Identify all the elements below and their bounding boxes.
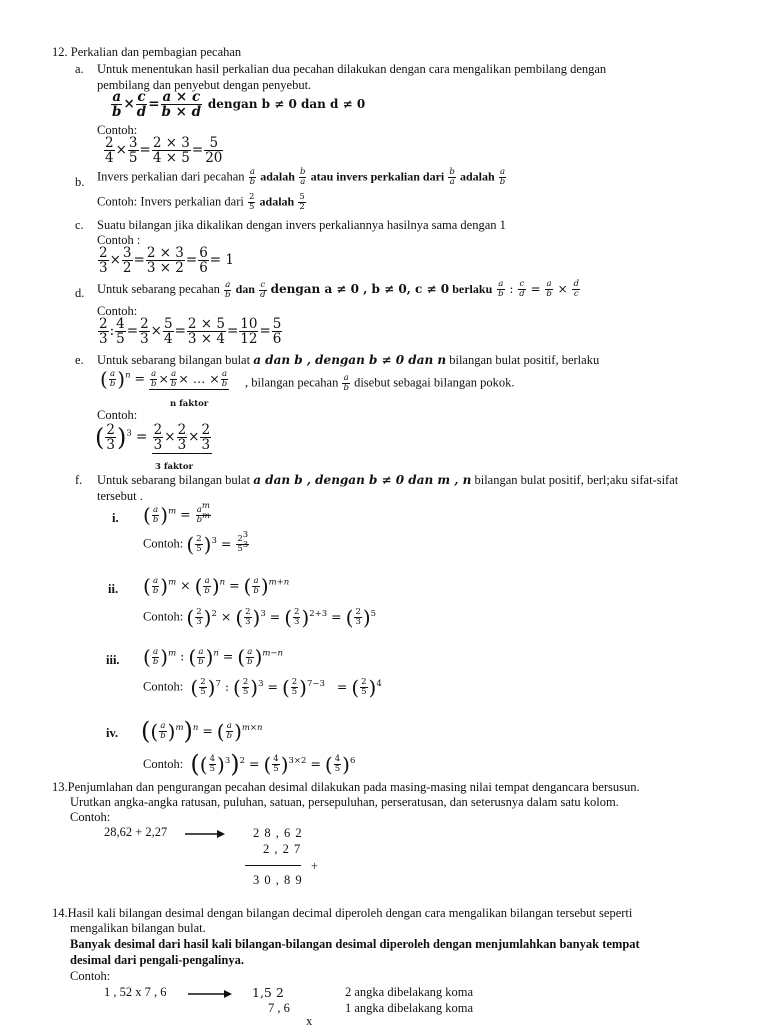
item-f-text-bold: a dan b , dengan b ≠ 0 dan m , n [253, 473, 472, 487]
item-d-condition: dengan a ≠ 0 , b ≠ 0, c ≠ 0 [270, 281, 450, 296]
contoh-c-label: Contoh : [97, 233, 141, 247]
section-13-result: 3 0 , 8 9 [253, 873, 303, 887]
arrow-right-icon [188, 988, 232, 1000]
rule-ii-example: Contoh: ( $\frac{2}{3}$ )$^2$ × ( $\frac{2}{3}$ )$^3$ = ( $\frac{2}{3}$ )$^{2+3}$ = ( $\frac{2}{3}$ )$^5$ [143, 605, 377, 629]
rule-ii-contoh: Contoh: [143, 609, 184, 624]
example-c-formula: $\frac{2}{3}$ × $\frac{3}{2}$ = $\frac{2 \times 3}{3 \times 2}$ = $\frac{6}{6}$ = 1 [99, 245, 234, 277]
item-e-label: e. [75, 353, 84, 367]
example-e-formula: ( $\frac{2}{3}$ )$^3$ = $\frac{2}{3}$ × $\frac{2}{3}$ × $\frac{2}{3}$ [95, 422, 211, 454]
item-e-text-bold: a dan b , dengan b ≠ 0 dan n [253, 353, 447, 367]
contoh-a-label: Contoh: [97, 123, 138, 137]
item-b-adalah: adalah [260, 169, 295, 184]
section-13-line2: Urutkan angka-angka ratusan, puluhan, satuan, persepuluhan, perseratusan, dan seterusnya dalam satu kolom. [70, 795, 619, 809]
example-a-formula: $\frac{2}{4}$ × $\frac{3}{5}$ = $\frac{2 \times 3}{4 \times 5}$ = $\frac{5}{20}$ [105, 135, 223, 167]
item-e-text-2: bilangan bulat positif, berlaku [449, 353, 600, 367]
section-14-bold1: Banyak desimal dari hasil kali bilangan-bilangan desimal diperoleh dengan menjumlahkan banyak tempat [70, 937, 640, 951]
item-b-text: Invers perkalian dari pecahan $\frac{a}{b}$ adalah $\frac{b}{a}$ atau invers perkalian dari $\frac{b}{a}$ adalah $\frac{a}{b}$ [97, 167, 506, 187]
rule-ii-formula: ( $\frac{a}{b}$ )$^m$ × ( $\frac{a}{b}$ )$^n$ = ( $\frac{a}{b}$ )$^{m+n}$ [143, 574, 290, 598]
item-f-label: f. [75, 473, 83, 487]
sum-rule [245, 865, 301, 866]
section-14-note2: 1 angka dibelakang koma [345, 1001, 474, 1015]
arrow-right-icon [185, 828, 225, 840]
item-a-text-line2: pembilang dan penyebut dengan penyebut. [97, 78, 312, 92]
item-d-dan: dan [235, 281, 255, 296]
section-12-heading: 12. Perkalian dan pembagian pecahan [52, 45, 242, 59]
section-14-times: x [306, 1014, 313, 1028]
section-13-row1: 2 8 , 6 2 [253, 826, 303, 840]
roman-iii-label: iii. [106, 653, 120, 667]
item-d-text: Untuk sebarang pecahan $\frac{a}{b}$ dan $\frac{c}{d}$ dengan a ≠ 0 , b ≠ 0, c ≠ 0 berlaku $\frac{a}{b}$ : $\frac{c}{d}$ = $\frac{a}{b}$ × $\frac{d}{c}$ [97, 279, 579, 300]
formula-a-multiply: $\frac{a}{b}$ × $\frac{c}{d}$ = $\frac{a \times c}{b \times d}$ dengan b ≠ 0 dan d ≠ 0 [112, 89, 366, 121]
rule-i-example: Contoh: ( $\frac{2}{5}$ )$^3$ = $\frac{2^3}{5^3}$ [143, 529, 249, 556]
formula-a-condition: dengan b ≠ 0 dan d ≠ 0 [207, 97, 366, 112]
item-d-text-1: Untuk sebarang pecahan [97, 281, 220, 296]
item-b-example: Contoh: Invers perkalian dari $\frac{2}{5}$ adalah $\frac{5}{2}$ [97, 192, 305, 212]
item-e-3faktor: 3 faktor [155, 462, 194, 472]
item-f-text-2: bilangan bulat positif, berl;aku sifat-sifat [474, 473, 679, 487]
contoh-e-label: Contoh: [97, 408, 138, 422]
section-14-row2: 7 , 6 [268, 1001, 290, 1015]
roman-i-label: i. [112, 511, 119, 525]
section-13-expr: 28,62 + 2,27 [104, 825, 168, 839]
section-13-contoh: Contoh: [70, 810, 111, 824]
rule-i-contoh: Contoh: [143, 536, 184, 551]
item-e-text-4: disebut sebagai bilangan pokok. [354, 375, 515, 390]
item-b-atau: atau invers perkalian dari [310, 169, 445, 184]
section-14-bold2: desimal dari pengali-pengalinya. [70, 953, 244, 967]
item-d-label: d. [75, 286, 85, 300]
rule-iii-contoh: Contoh: [143, 679, 184, 694]
section-14-note1: 2 angka dibelakang koma [345, 985, 474, 999]
rule-i-formula: ( $\frac{a}{b}$ )$^m$ = $\frac{a^m}{b^m}$ [143, 500, 211, 527]
item-b-contoh-text: Contoh: Invers perkalian dari [97, 194, 244, 209]
section-14-line2: mengalikan bilangan bulat. [70, 921, 206, 935]
roman-ii-label: ii. [108, 582, 119, 596]
rule-iv-contoh: Contoh: [143, 756, 184, 771]
section-14-line1: 14.Hasil kali bilangan desimal dengan bilangan decimal diperoleh dengan cara mengalikan bilangan tersebut seperti [52, 906, 633, 920]
contoh-d-label: Contoh: [97, 304, 138, 318]
item-e-text-3: , bilangan pecahan $\frac{a}{b}$ disebut sebagai bilangan pokok. [245, 373, 515, 393]
item-c-text: Suatu bilangan jika dikalikan dengan invers perkaliannya hasilnya sama dengan 1 [97, 218, 506, 232]
item-e-text [97, 353, 599, 368]
rule-iv-formula: (( $\frac{a}{b}$ )$^m$)$^n$ = ( $\frac{a}{b}$ )$^{m\times n}$ [141, 717, 263, 745]
item-e-nfaktor: n faktor [170, 399, 209, 409]
item-b-adalah2: adalah [459, 169, 495, 184]
item-e-text-1: Untuk sebarang bilangan bulat [97, 353, 251, 367]
section-13-row2: 2 , 2 7 [263, 842, 302, 856]
item-f-text-1: Untuk sebarang bilangan bulat [97, 473, 251, 487]
formula-e-power: ( $\frac{a}{b}$ )$^n$ = $\frac{a}{b}$ × $\frac{a}{b}$ × … × $\frac{a}{b}$ [100, 367, 228, 391]
item-a-text-line1: Untuk menentukan hasil perkalian dua pecahan dilakukan dengan cara mengalikan pembilang dengan [97, 62, 607, 76]
section-13-line1: 13.Penjumlahan dan pengurangan pecahan desimal dilakukan pada masing-masing nilai tempat dengancara bersusun. [52, 780, 640, 794]
item-f-text [97, 473, 678, 488]
item-a-label: a. [75, 62, 84, 76]
section-14-row1: 1,5 2 [252, 985, 284, 1000]
item-b-text-1: Invers perkalian dari pecahan [97, 169, 245, 184]
section-13-plus: + [311, 859, 319, 873]
item-c-label: c. [75, 218, 84, 232]
rule-iii-formula: ( $\frac{a}{b}$ )$^m$ : ( $\frac{a}{b}$ )$^n$ = ( $\frac{a}{b}$ )$^{m-n}$ [143, 645, 284, 669]
item-b-label: b. [75, 175, 85, 189]
roman-iv-label: iv. [106, 726, 119, 740]
item-d-berlaku: berlaku [452, 281, 493, 296]
rule-iii-example: Contoh: ( $\frac{2}{5}$ )$^7$ : ( $\frac{2}{5}$ )$^3$ = ( $\frac{2}{5}$ )$^{7-3}$ = ( $\frac{2}{5}$ )$^4$ [143, 675, 382, 699]
example-d-formula: $\frac{2}{3}$ : $\frac{4}{5}$ = $\frac{2}{3}$ × $\frac{5}{4}$ = $\frac{2 \times 5}{3 \times 4}$ = $\frac{10}{12}$ = $\frac{5}{6}$ [99, 316, 282, 348]
rule-iv-example: Contoh: (( $\frac{4}{5}$ )$^3$)$^2$ = ( $\frac{4}{5}$ )$^{3\times 2}$ = ( $\frac{4}{5}$ )$^6$ [143, 750, 356, 778]
section-14-contoh: Contoh: [70, 969, 111, 983]
item-f-text-3: tersebut . [97, 489, 143, 503]
item-b-contoh-adalah: adalah [259, 194, 295, 209]
item-e-text-3-span: , bilangan pecahan [245, 375, 339, 390]
section-14-expr: 1 , 52 x 7 , 6 [104, 985, 167, 999]
